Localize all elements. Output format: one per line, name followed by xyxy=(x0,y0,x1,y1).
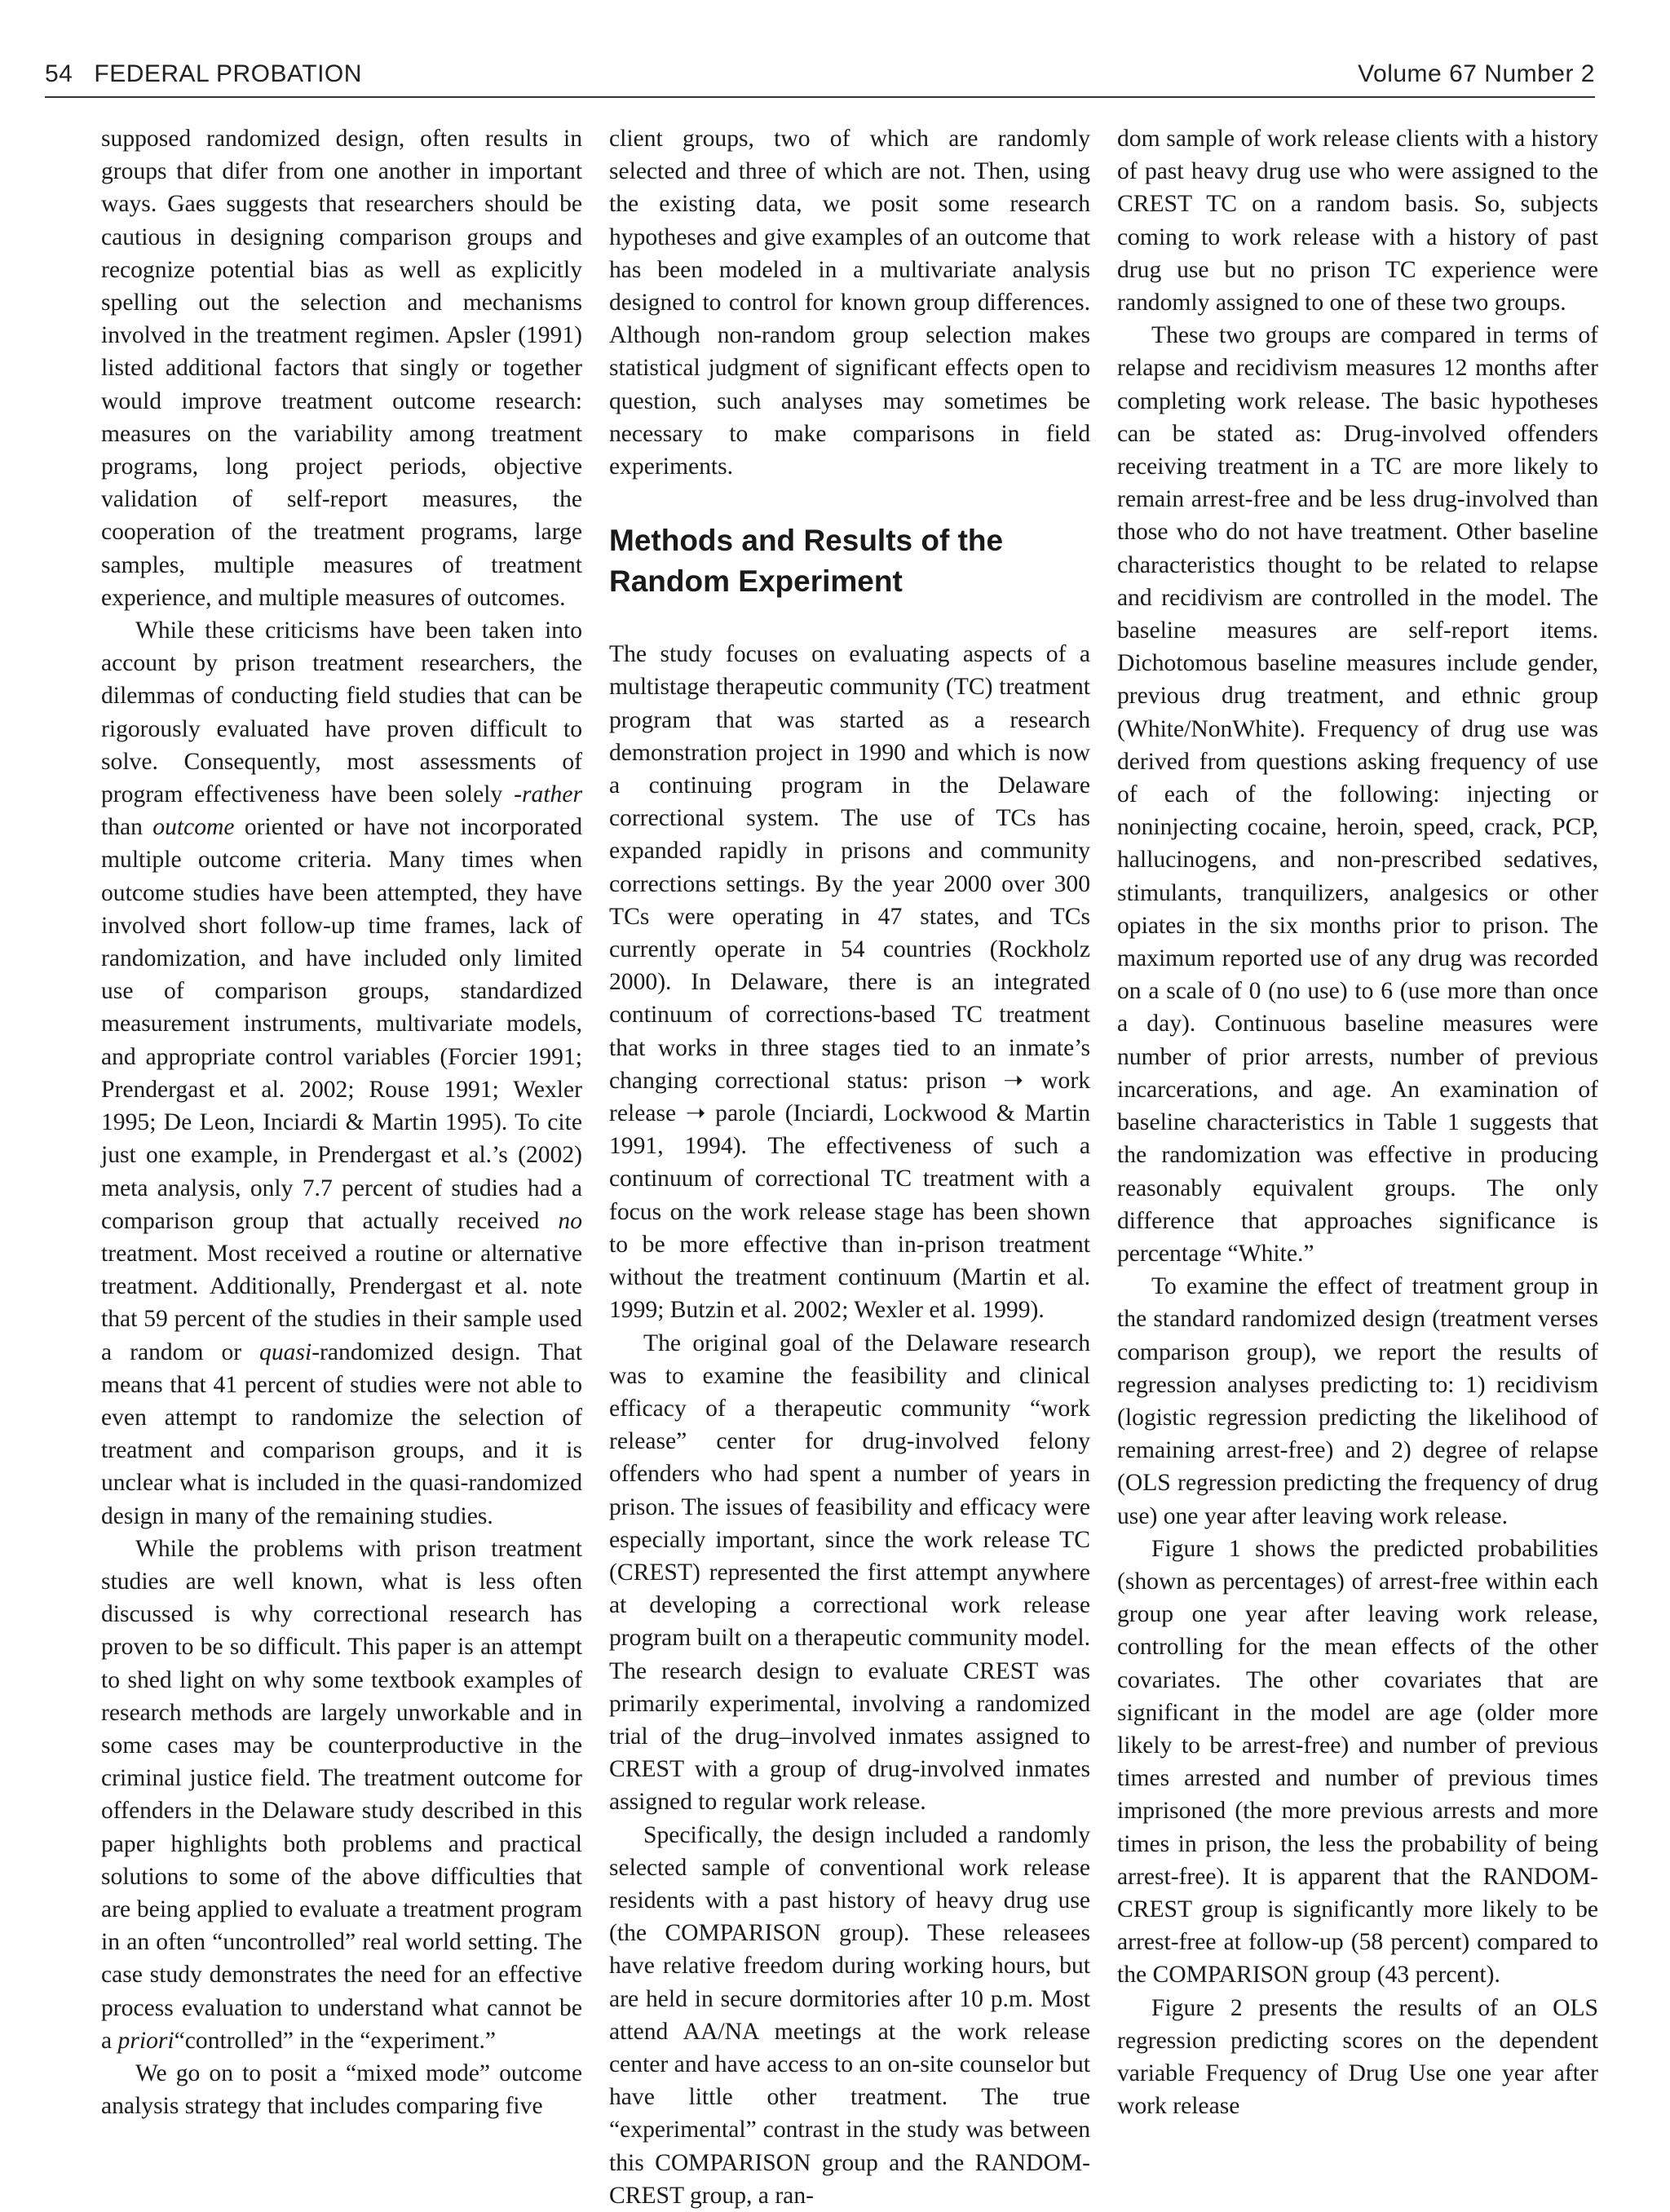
text-run: While the problems with prison treatment studies are well known, what is less often discussed is why correctional research has proven to be so difficult. This paper is an attempt to shed light on why some textbook examples of research methods are largely unworkable and in some cases may be counterproductive in the criminal justice field. The treatment outcome for offenders in the Delaware study described in this paper highlights both problems and practical solutions to some of the above difficulties that are being applied to evaluate a treatment program in an often “uncontrolled” real world setting. The case study demonstrates the need for an effective process evaluation to understand what cannot be a xyxy=(101,1535,582,2054)
italic-text: priori xyxy=(117,2027,175,2054)
column-3 xyxy=(1117,122,1598,2122)
page-number: 54 xyxy=(45,60,73,87)
section-heading: Methods and Results of the Random Experiment xyxy=(609,524,1004,599)
column-1 xyxy=(101,122,582,2122)
running-head xyxy=(45,57,1595,98)
text-run: than xyxy=(101,814,153,841)
column-2 xyxy=(609,122,1090,2212)
journal-title: FEDERAL PROBATION xyxy=(94,60,362,87)
text-run: -randomized design. That means that 41 percent of studies were not able to even attempt to randomize the selection of treatment and comparison groups, and it is unclear what is included in the quasi-randomized design in many of the remaining studies. xyxy=(101,1338,582,1529)
paragraph xyxy=(101,1533,582,2057)
paragraph: These two groups are compared in terms of relapse and recidivism measures 12 months after completing work release. The basic hypotheses can be stated as: Drug-involved offenders receiving treatment in a TC are more likely to remain arrest-free and be less drug-involved than those who do not have treatment. Other baseline characteristics thought to be related to relapse and recidivism are controlled in the model. The baseline measures are self-report items. Dichotomous baseline measures include gender, previous drug treatment, and ethnic group (White/NonWhite). Frequency of drug use was derived from questions asking frequency of use of each of the following: injecting or noninjecting cocaine, heroin, speed, crack, PCP, hallucinogens, and non-prescribed sedatives, stimulants, tranquilizers, analgesics or other opiates in the six months prior to prison. The maximum reported use of any drug was recorded on a scale of 0 (no use) to 6 (use more than once a day). Continuous baseline measures were number of prior arrests, number of previous incarcerations, and age. An examination of baseline characteristics in Table 1 suggests that the randomization was effective in producing reasonably equivalent groups. The only difference that approaches significance is percentage “White.” xyxy=(1117,322,1598,1267)
italic-text: no xyxy=(558,1207,582,1234)
text-run: treatment. Most received a routine or alternative treatment. Additionally, Prendergast et al. note that 59 percent of the studies in their sample used a random or xyxy=(101,1240,582,1365)
paragraph: The study focuses on evaluating aspects of a multistage therapeutic community (TC) treatment program that was started as a research demonstration project in 1990 and which is now a continuing program in the Delaware correctional system. The use of TCs has expanded rapidly in prisons and community corrections settings. By the year 2000 over 300 TCs were operating in 47 states, and TCs currently operate in 54 countries (Rockholz 2000). In Delaware, there is an integrated continuum of corrections-based TC treatment that works in three stages tied to an inmate’s changing correctional status: prison ➝ work release ➝ parole (Inciardi, Lockwood & Martin 1991, 1994). The effectiveness of such a continuum of correctional TC treatment with a focus on the work release stage has been shown to be more effective than in-prison treatment without the treatment continuum (Martin et al. 1999; Butzin et al. 2002; Wexler et al. 1999). xyxy=(609,641,1090,1324)
paragraph: Figure 2 presents the results of an OLS regression predicting scores on the dependent variable Frequency of Drug Use one year after work release xyxy=(1117,1994,1598,2120)
paragraph: Figure 1 shows the predicted probabilities (shown as percentages) of arrest-free within each group one year after leaving work release, controlling for the mean effects of the other covariates. The other covariates that are significant in the model are age (older more likely to be arrest-free) and number of previous times arrested and number of previous times imprisoned (the more previous arrests and more times in prison, the less the probability of being arrest-free). It is apparent that the RANDOM-CREST group is significantly more likely to be arrest-free at follow-up (58 percent) compared to the COMPARISON group (43 percent). xyxy=(1117,1535,1598,1989)
paragraph: supposed randomized design, often results in groups that difer from one another in important ways. Gaes suggests that researchers should be cautious in designing comparison groups and recognize potential bias as well as explicitly spelling out the selection and mechanisms involved in the treatment regimen. Apsler (1991) listed additional factors that singly or together would improve treatment outcome research: measures on the variability among treatment programs, long project periods, objective validation of self-report measures, the cooperation of the treatment programs, large samples, multiple measures of treatment experience, and multiple measures of outcomes. xyxy=(101,126,582,611)
paragraph xyxy=(101,614,582,1533)
text-run: While these criticisms have been taken into account by prison treatment researchers, the dilemmas of conducting field studies that can be rigorously evaluated have proven difficult to solve. Consequently, most assessments of program effectiveness have been solely - xyxy=(101,617,582,808)
paragraph: The original goal of the Delaware research was to examine the feasibility and clinical efficacy of a therapeutic community “work release” center for drug-involved felony offenders who had spent a number of years in prison. The issues of feasibility and efficacy were especially important, since the work release TC (CREST) represented the first attempt anywhere at developing a correctional work release program built on a therapeutic community model. The research design to evaluate CREST was primarily experimental, involving a randomized trial of the drug–involved inmates assigned to CREST with a group of drug-involved inmates assigned to regular work release. xyxy=(609,1329,1090,1816)
text-run: “controlled” in the “experiment.” xyxy=(174,2027,497,2054)
paragraph: We go on to posit a “mixed mode” outcome analysis strategy that includes comparing five xyxy=(101,2059,582,2120)
paragraph: To examine the effect of treatment group in the standard randomized design (treatment verses comparison group), we report the results of regression analyses predicting to: 1) recidivism (logistic regression predicting the likelihood of remaining arrest-free) and 2) degree of relapse (OLS regression predicting the frequency of drug use) one year after leaving work release. xyxy=(1117,1273,1598,1529)
running-head-left xyxy=(45,60,362,88)
italic-text: quasi xyxy=(259,1338,312,1365)
paragraph: client groups, two of which are randomly selected and three of which are not. Then, using the existing data, we posit some research hypotheses and give examples of an outcome that has been modeled in a multivariate analysis designed to control for known group differences. Although non-random group selection makes statistical judgment of significant effects open to question, such analyses may sometimes be necessary to make comparisons in field experiments. xyxy=(609,126,1090,480)
paragraph: Specifically, the design included a randomly selected sample of conventional work release residents with a past history of heavy drug use (the COMPARISON group). These releasees have relative freedom during working hours, but are held in secure dormitories after 10 p.m. Most attend AA/NA meetings at the work release center and have access to an on-site counselor but have little other treatment. The true “experimental” contrast in the study was between this COMPARISON group and the RANDOM-CREST group, a ran- xyxy=(609,1821,1090,2209)
italic-text: rather xyxy=(522,781,582,808)
volume-info: Volume 67 Number 2 xyxy=(1358,60,1595,87)
italic-text: outcome xyxy=(152,814,235,841)
paragraph: dom sample of work release clients with a history of past heavy drug use who were assigned to the CREST TC on a random basis. So, subjects coming to work release with a history of past drug use but no prison TC experience were randomly assigned to one of these two groups. xyxy=(1117,126,1598,316)
text-run: oriented or have not incorporated multiple outcome criteria. Many times when outcome studies have been attempted, they have involved short follow-up time frames, lack of randomization, and have included only limited use of comparison groups, standardized measurement instruments, multivariate models, and appropriate control variables (Forcier 1991; Prendergast et al. 2002; Rouse 1991; Wexler 1995; De Leon, Inciardi & Martin 1995). To cite just one example, in Prendergast et al.’s (2002) meta analysis, only 7.7 percent of studies had a comparison group that actually received xyxy=(101,814,582,1234)
